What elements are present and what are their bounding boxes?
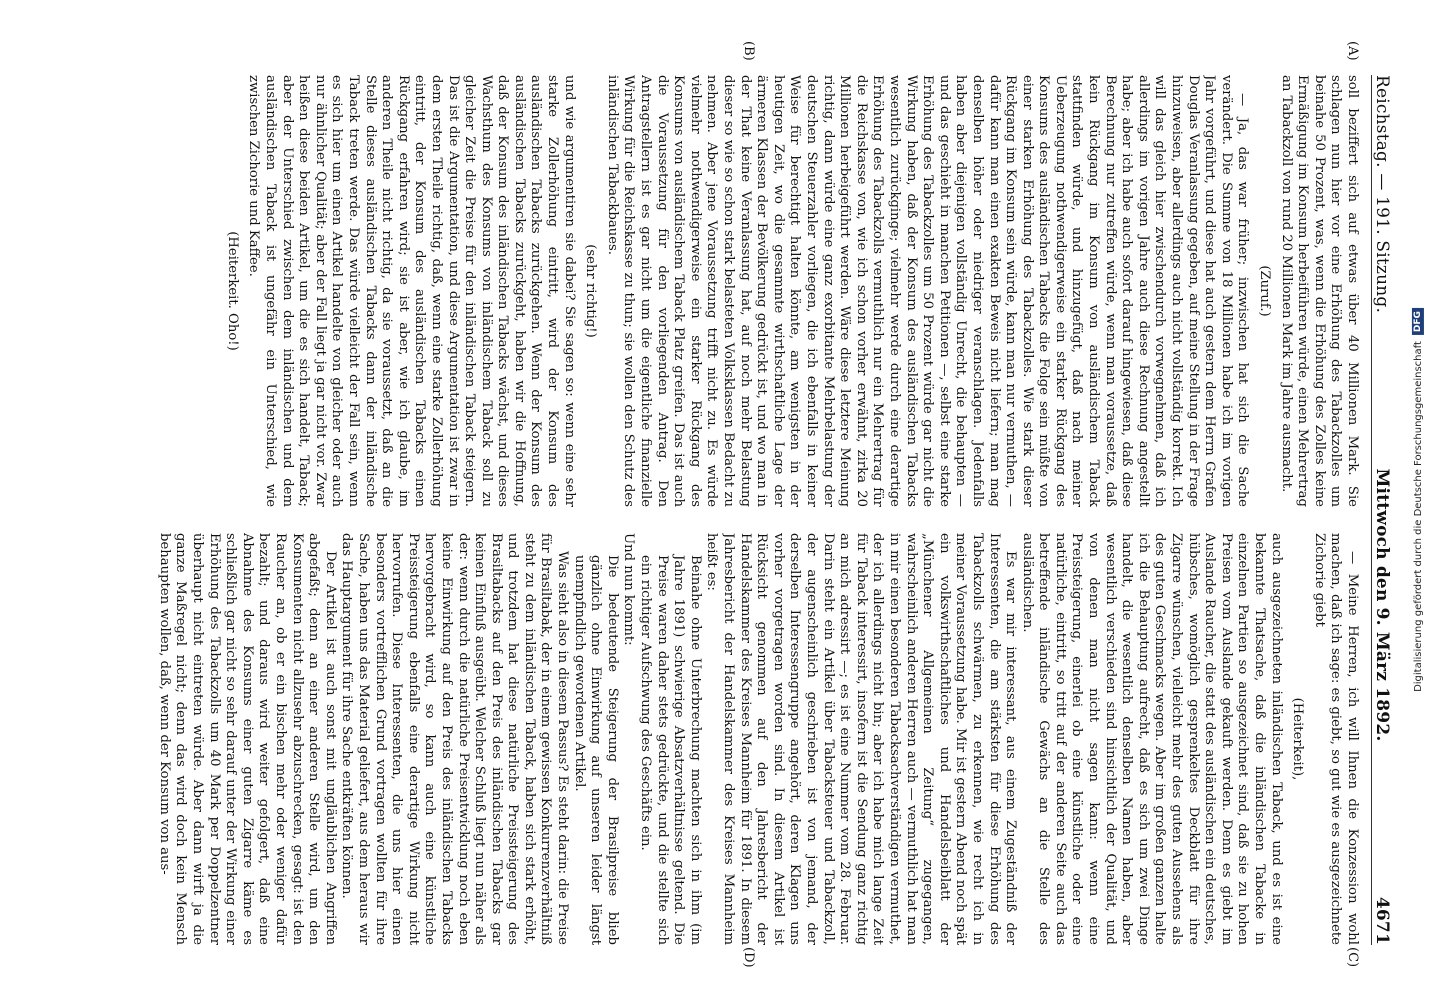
paragraph: und wie argumentiren sie dabei? Sie sagen so: wenn eine sehr starke Zollerhöhung eintritt, wird der Konsum des ausländischen Tabacks zurückgehen. Wenn der Konsum des ausländischen Tabacks zurückgeht, haben wir die Hoffnung, daß der Konsum des inländischen Tabacks wächst, und dieses Wachsthum des Konsums von inländischem Taback soll zu gleicher Zeit die Preise für den inländischen Taback steigern. Das ist die Argumentation, und diese Argumentation ist zwar in dem ersten Theile richtig, daß, wenn eine starke Zollerhöhung eintritt, der Konsum des ausländischen Tabacks einen Rückgang erfahren wird; sie ist aber, wie ich glaube, im anderen Theile nicht richtig, da sie voraussetzt, daß an die Stelle dieses ausländischen Tabacks dann der inländische Taback treten werde. Das würde vielleicht der Fall sein, wenn es sich hier um einen Artikel handelte von gleicher oder auch nur ähnlicher Qualität; aber der Fall liegt ja gar nicht vor. Zwar heißen diese beiden Artikel, um die es sich handelt, Taback; aber der Unterschied zwischen dem inländischen und dem ausländischen Taback ist ungefähr ein Unterschied, wie zwischen Zichorie und Kaffee. [246,75,577,507]
page-header [1371,75,1406,945]
interjection: (Heiterkeit. Oho!) [224,231,240,351]
paragraph: soll beziffert sich auf etwas über 40 Millionen Mark. Sie schlagen nun hier vor eine Erhöhung des Tabackzolles um beinahe 50 Prozent, was, wenn die Erhöhung des Zolles keine Ermäßigung im Konsum herbeiführen würde, einen Mehrertrag an Tabackzoll von rund 20 Millionen Mark im Jahre ausmacht. [1278,75,1360,507]
interjection: (Zuruf.) [1257,265,1273,317]
margin-mark-b: (B) [741,41,756,61]
paragraph: Der Artikel ist auch sonst mit ungläublichen Angriffen abgefaßt; denn an einer anderen Stelle wird, um den Konsumenten nicht allzusehr abzuschrecken, gesagt: ist den Raucher an, ob er ein bischen mehr oder weniger dafür bezahlt; und daraus wird weiter gefolgert, daß eine Abnahme des Konsums einer guten Zigarre käme es schließlich gar nicht so sehr darauf unter der Wirkung einer Erhöhung des Tabackzolls um 40 Mark per Doppelzentner überhaupt nicht eintreten würde. Aber dann wirft ja die ganze Maßregel nicht; denn das wird doch kein Mensch behaupten wollen, daß, wenn der Konsum von aus- [156,533,338,945]
dfg-logo: DFG [1412,308,1424,335]
interjection: (Heiterkeit), [1290,697,1306,781]
margin-mark-c: (C) [1345,947,1360,968]
header-left: Reichstag. — 191. Sitzung. [1372,75,1392,314]
paragraph: — Ja, das war früher; inzwischen hat sich die Sache verändert. Die Summe von 18 Millionen habe ich im vorigen Jahr vorgeführt, und diese hat auch gestern dem Herrn Grafen Douglas Veranlassung gegeben, auf meine Stellung in der Frage hinzuweisen, aber allerdings auch nicht vollständig korrekt. Ich will das gleich hier zwischendurch vorwegnehmen, daß ich allerdings im vorigen Jahre auch diese Rechnung angestellt habe; aber ich habe auch sofort darauf hingewiesen, daß diese Berechnung nur zutreffen würde, wenn man voraussetze, daß kein Rückgang im Konsum von ausländischem Taback stattfinden würde, und hinzugefügt, daß nach meiner Ueberzeugung nothwendigerweise ein starker Rückgang des Konsums des ausländischen Tabacks die Folge sein müßte von einer starken Erhöhung des Tabackzolles. Wie stark dieser Rückgang im Konsum sein würde, kann man nur vermuthen, — dafür kann man einen exakten Beweis nicht liefern; man mag denselben höher oder niedriger veranschlagen. Jedenfalls haben aber diejenigen vollständig Unrecht, die behaupten — und das geschieht in manchen Petitionen —, selbst eine starke Erhöhung des Tabackzolles um 50 Prozent würde gar nicht die Wirkung haben, daß der Konsum des ausländischen Tabacks wesentlich zurückginge; vielmehr werde durch eine derartige Erhöhung des Tabackzolls vermuthlich nur ein Mehrertrag für die Reichskasse von, wie ich schon vorher erwähnt, zirka 20 Millionen herbeigeführt werden. Wäre diese letztere Meinung richtig, dann würde eine ganz exorbitante Mehrbelastung der deutschen Steuerzahler vorliegen, die ich ebenfalls in keiner Weise für berechtigt halten könnte, am wenigsten in der heutigen Zeit, wo die gesammte wirthschaftliche Lage der ärmeren Klassen der Bevölkerung gedrückt ist, und wo man in der That keine Veranlassung hat, auf noch mehr Belastung dieser so wie so schon stark belasteten Volksklassen Bedacht zu nehmen. Aber jene Voraussetzung trifft nicht zu. Es würde vielmehr nothwendigerweise ein starker Rückgang des Konsums von ausländischem Taback Platz greifen. Das ist auch die Voraussetzung für den vorliegenden Antrag. Den Antragstellern ist es gar nicht um die eigentliche finanzielle Wirkung für die Reichskasse zu thun; sie wollen den Schutz des inländischen Tabackbaues. [604,75,1251,507]
right-column [40,533,1360,945]
margin-mark-a: (A) [1345,41,1360,61]
paragraph: Es war mir interessant, aus einem Zugeständniß der Interessenten, die am stärksten für diese Erhöhung des Tabackzolls schwärmen, zu erkennen, wie recht ich in meiner Voraussetzung habe. Mir ist gestern Abend noch spät ein volkswirthschaftliches und Handelsbeiblatt der „Münchener Allgemeinen Zeitung“ zugegangen, wahrscheinlich anderen Herren auch — vermuthlich hat man in mir einen besonderen Tabacksachverständigen vermuthet, der ich allerdings nicht bin; aber ich habe mich lange Zeit für Taback interessirt, insofern ist die Sendung ganz richtig an mich adressirt —; es ist eine Nummer vom 28. Februar. Darin steht ein Artikel über Tabacksteuer und Tabackzoll, der augenscheinlich geschrieben ist von jemand, der derselben Interessengruppe angehört, deren Klagen uns vorher vorgetragen worden sind. In diesem Artikel ist Rücksicht genommen auf den Jahresbericht der Handelskammer des Kreises Mannheim für 1891. In diesem Jahresbericht der Handelskammer des Kreises Mannheim heißt es: [704,533,1019,945]
left-column [40,75,1360,507]
block-quote: Die bedeutende Steigerung der Brasilpreise blieb gänzlich ohne Einwirkung auf unseren leider längst unempfindlich gewordenen Artikel. [571,555,620,945]
newspaper-page [26,35,1406,968]
digitization-credit [1404,0,1432,1000]
paragraph: auch ausgezeichneten inländischen Taback, und es ist eine bekannte Thatsache, daß die inländischen Tabacke in einzelnen Partien so ausgezeichnet sind, daß sie zu hohen Preisen vom Auslande gekauft werden. Denn es giebt im Auslande Raucher, die statt des ausländischen ein deutsches, hübsches, womöglich gesprenkeltes Deckblatt für ihre Zigarre wünschen, vielleicht mehr des guten Aussehens als des guten Geschmacks wegen. Aber im großen ganzen halte ich die Behauptung aufrecht, daß es sich um zwei Dinge handelt, die wesentlich denselben Namen haben, aber wesentlich verschieden sind hinsichtlich der Qualität, und von denen man nicht sagen kann: wenn eine Preissteigerung, einerlei ob eine künstliche oder eine natürliche, eintritt, so tritt auf der anderen Seite auch das betreffende inländische Gewächs an die Stelle des ausländischen. [1019,533,1284,945]
margin-mark-d: (D) [741,947,756,968]
paragraph: — Meine Herren, ich will Ihnen die Konzession wohl machen, daß ich sage: es giebt, so gut wie es ausgezeichnete Zichorie giebt [1311,533,1360,945]
interjection: (sehr richtig!) [583,244,599,338]
header-date: Mittwoch den 9. März 1892. [1372,468,1392,742]
paragraph: Und nun kommt: [621,533,637,646]
block-quote: Beinahe ohne Unterbrechung machten sich in ihm (im Jahre 1891) schwierige Absatzverhältnisse geltend. Die Preise waren daher stets gedrückte, und die stellte sich ein richtiger Aufschwung des Geschäfts ein. [638,555,703,945]
paragraph: Was sieht also in diesem Passus? Es steht darin: die Preise für Brasiltabak, der in einem gewissen Konkurrenzverhältniß steht zu dem inländischen Taback, haben sich stark erhöht, und trotzdem hat diese natürliche Preissteigerung des Brasiltabacks auf den Preis des inländischen Tabacks gar keinen Einfluß ausgeübt. Welcher Schluß liegt nun näher als der: wenn durch die natürliche Preisentwicklung noch eben keine Einwirkung auf den Preis des inländischen Tabacks hervorgebracht wird, so kann auch eine künstliche Preissteigerung ebenfalls eine derartige Wirkung nicht hervorrufen. Diese Interessenten, die uns hier einen besonders vortrefflichen Grund vortragen wollten für ihre Sache, haben uns das Material geliefert, aus dem heraus wir das Hauptargument für ihre Sache entkräften können. [339,533,571,945]
credit-text: Digitalisierung gefördert durch die Deutsche Forschungsgemeinschaft [1412,341,1424,692]
page-number: 4671 [1372,896,1392,945]
